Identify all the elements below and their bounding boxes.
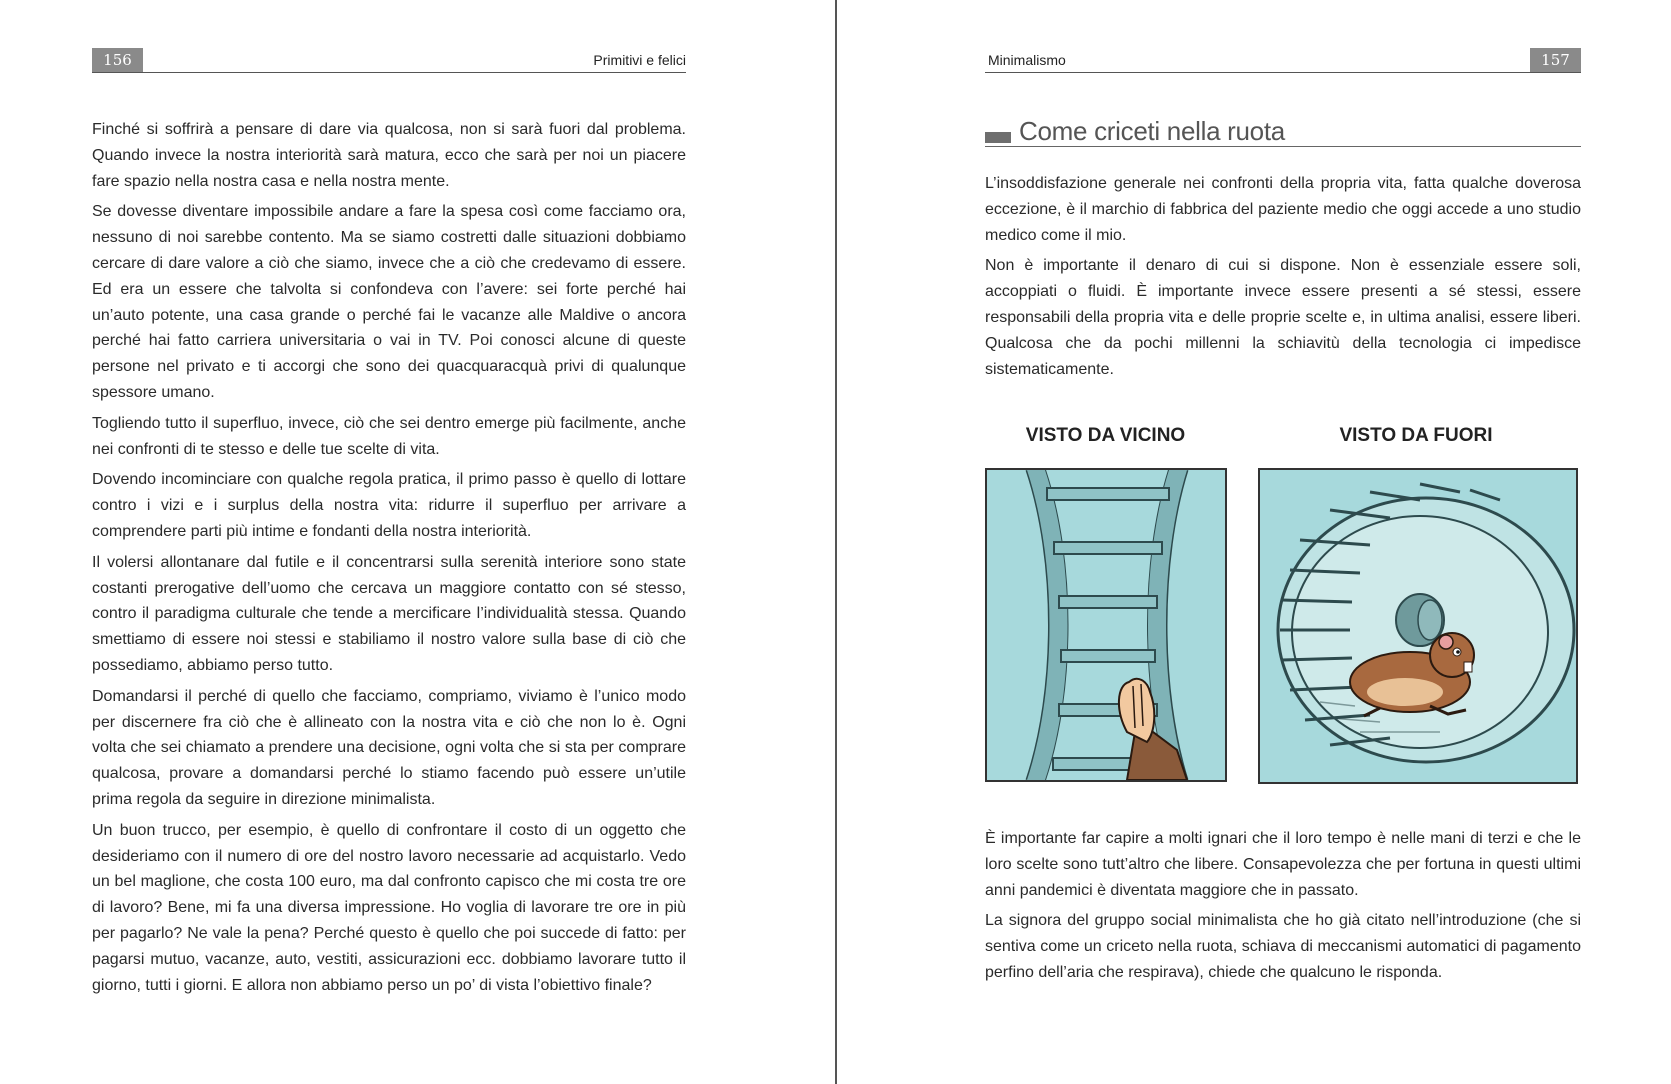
right-intro-paragraph-2: Non è importante il denaro di cui si dispone. Non è essenziale essere soli, accoppiati o fluidi. È importante invece essere presenti a sé stessi, essere responsabili della propria vita e delle proprie scelte e, in ultima analisi, essere liberi. Qualcosa che da pochi millenni la schiavitù della tecnologia ci impedisce sistematicamente. [985,257,1581,378]
caption-close-up: VISTO DA VICINO [1025,425,1186,446]
illustration-panel-outside [1258,468,1578,784]
caption-outside: VISTO DA FUORI [1339,425,1493,446]
left-header-rule [92,72,686,73]
left-paragraph-7: Un buon trucco, per esempio, è quello di confrontare il costo di un oggetto che desideriamo con il numero di ore del nostro lavoro necessarie ad acquistarlo. Vedo un bel maglione, che costa 100 euro, ma dal confronto capisco che mi costa tre ore di lavoro? Bene, mi fa una diversa impressione. Ho voglia di lavorare tre ore in più per pagarlo? Ne vale la pena? Perché questo è quello che poi succede di fatto: per pagarsi mutuo, vacanze, auto, vestiti, assicurazioni ecc. dobbiamo lavorare tutto il giorno, tutti i giorni. E allora non abbiamo perso un po’ di vista l’obiettivo finale? [92,821,686,994]
left-paragraph-4: Dovendo incominciare con qualche regola pratica, il primo passo è quello di lottare contro i vizi e i surplus della nostra vita: ridurre il superfluo per arrivare a comprendere parti più intime e fondanti della nostra interiorità. [92,471,686,540]
right-header-rule [985,72,1581,73]
left-paragraph-1: Finché si soffrirà a pensare di dare via qualcosa, non si sarà fuori dal problema. Quando invece la nostra interiorità sarà matura, ecco che sarà per noi un piacere fare spazio nella nostra casa e nella nostra mente. [92,121,686,190]
left-paragraph-2: Se dovesse diventare impossibile andare a fare la spesa così come facciamo ora, nessuno di noi sarebbe contento. Ma se siamo costretti dalle situazioni dobbiamo cercare di dare valore a ciò che siamo, invece che a ciò che credevamo di essere. Ed era un essere che talvolta si confondeva con l’avere: sei forte perché hai un’auto potente, una casa grande o perché fai le vacanze alle Maldive o ancora perché hai fatto carriera universitaria o vai in TV. Poi conosci alcune di queste persone nel privato e ti accorgi che sono dei quacquaracquà privi di qualunque spessore umano. [92,203,686,401]
left-paragraph-6: Domandarsi il perché di quello che facciamo, compriamo, viviamo è l’unico modo per discernere fra ciò che è allineato con la nostra vita e ciò che non lo è. Ogni volta che sei chiamato a prendere una decisione, ogni volta che si sta per comprare qualcosa, provare a domandarsi perché lo stiamo facendo può essere un’utile prima regola da seguire in direzione minimalista. [92,687,686,808]
right-intro-text [985,171,1581,387]
hamster-running-in-wheel-icon [1260,470,1576,782]
right-closing-paragraph-2: La signora del gruppo social minimalista che ho già citato nell’introduzione (che si sentiva come un criceto nella ruota, schiava di meccanismi automatici di pagamento perfino dell’aria che respirava), chiede che qualcuno le risponda. [985,912,1581,981]
heading-marker-icon [985,132,1011,143]
right-intro-paragraph-1: L’insoddisfazione generale nei confronti della propria vita, fatta qualche doverosa eccezione, è il marchio di fabbrica del paziente medio che oggi accede a uno studio medico come il mio. [985,175,1581,244]
illustration-panel-close-up [985,468,1227,782]
right-running-title: Minimalismo [988,52,1066,68]
right-closing-paragraph-1: È importante far capire a molti ignari che il loro tempo è nelle mani di terzi e che le loro scelte sono tutt’altro che libere. Consapevolezza che per fortuna in questi ultimi anni pandemici è diventata maggiore che in passato. [985,830,1581,899]
left-body-text [92,117,686,1003]
hamster-paw-on-wheel-icon [987,470,1225,780]
left-page-number: 156 [92,48,143,72]
section-heading [985,118,1581,147]
section-title: Come criceti nella ruota [1019,116,1285,146]
left-paragraph-5: Il volersi allontanare dal futile e il concentrarsi sulla serenità interiore sono state costanti prerogative dell’uomo che cercava un maggiore contatto con sé stesso, contro il paradigma culturale che tende a mercificare l’individualità stessa. Quando smettiamo di essere noi stessi e stabiliamo il nostro valore sulla base di ciò che possediamo, abbiamo perso tutto. [92,553,686,674]
left-running-title: Primitivi e felici [593,52,686,68]
right-closing-text [985,826,1581,991]
right-page-number: 157 [1530,48,1581,72]
left-paragraph-3: Togliendo tutto il superfluo, invece, ciò che sei dentro emerge più facilmente, anche nei confronti di te stesso e delle tue scelte di vita. [92,414,686,458]
